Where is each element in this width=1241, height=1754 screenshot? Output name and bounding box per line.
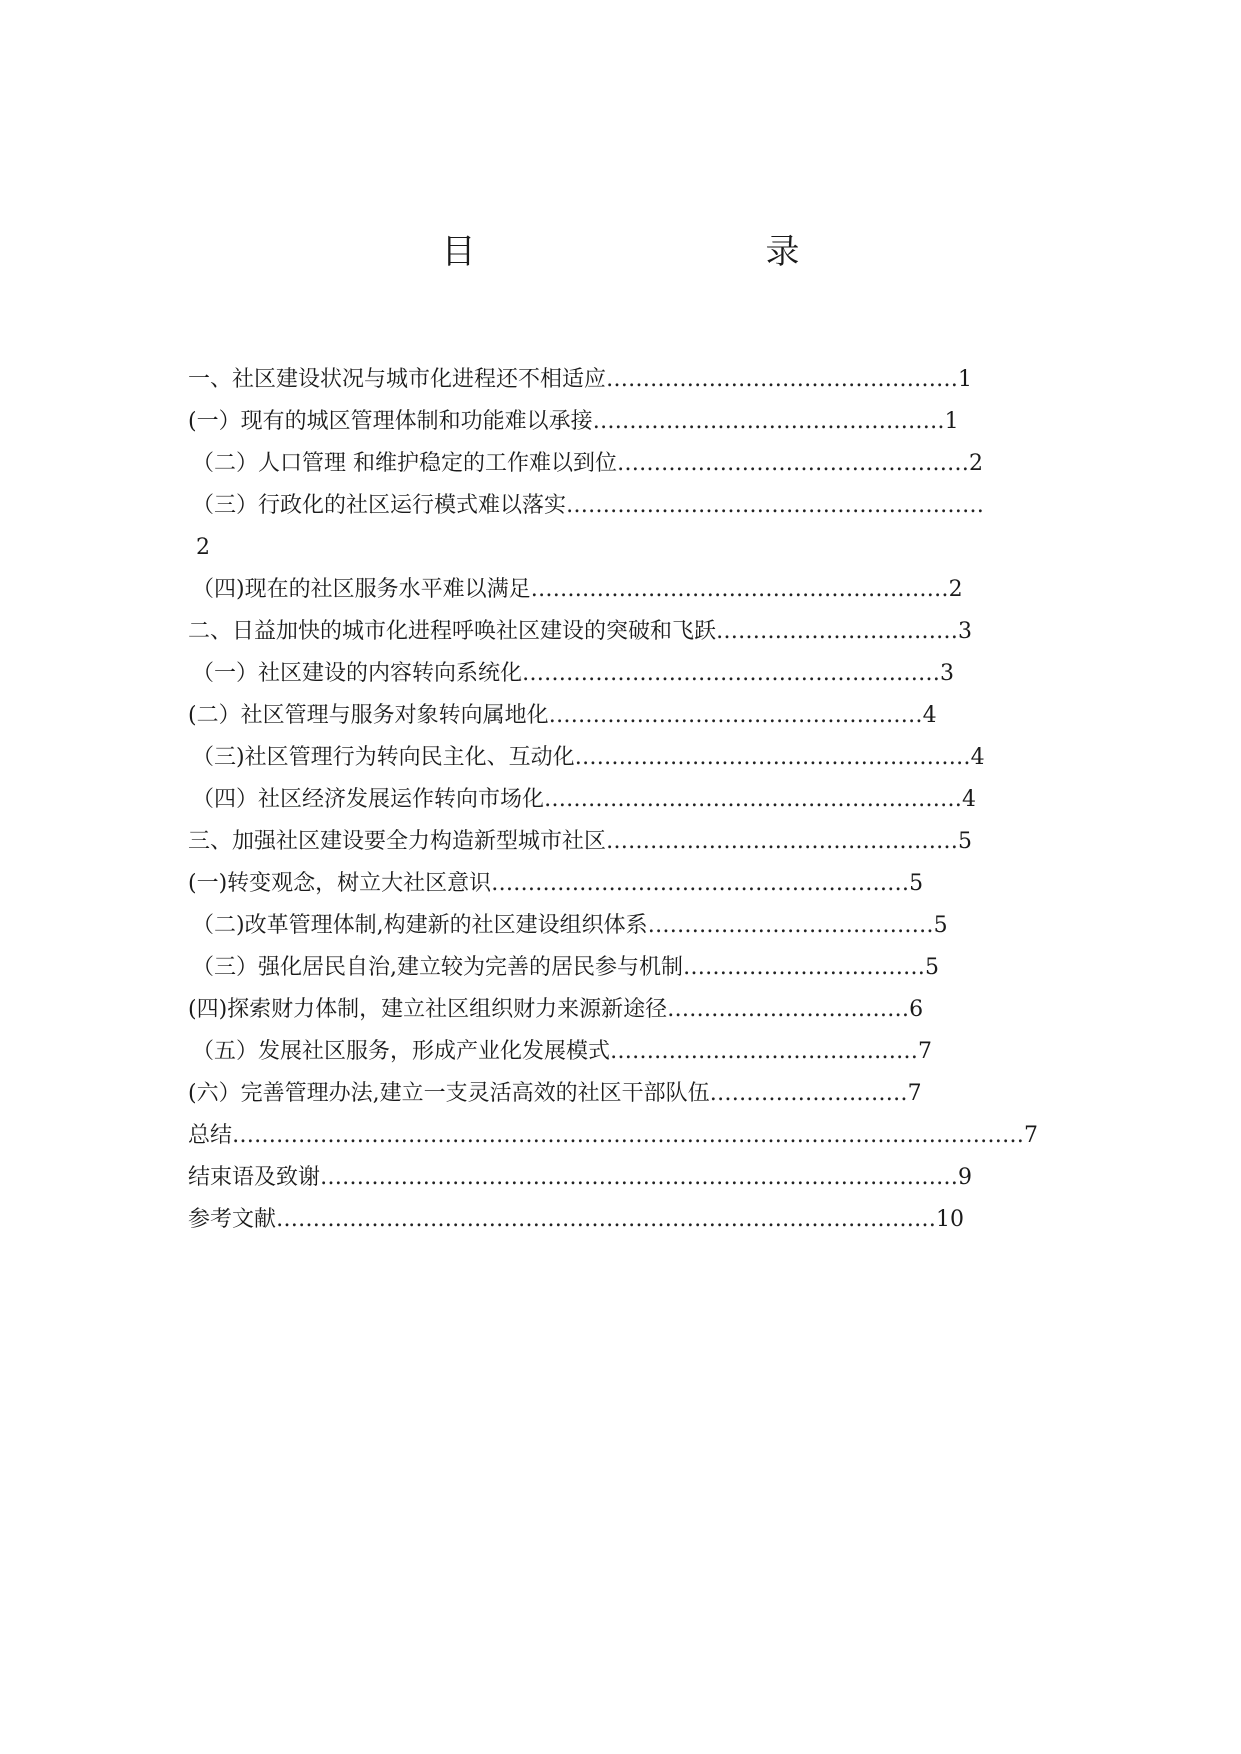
toc-entry-2[interactable] xyxy=(188,611,1052,653)
toc-entry-label: （四)现在的社区服务水平难以满足 xyxy=(192,577,531,602)
toc-entry-1-3-page[interactable] xyxy=(188,527,1052,569)
toc-page-number: 5 xyxy=(933,913,948,938)
toc-entry-label: （三）强化居民自治,建立较为完善的居民参与机制 xyxy=(192,955,683,980)
toc-page-number: 4 xyxy=(970,745,985,770)
toc-entry-label: (六）完善管理办法,建立一支灵活高效的社区干部队伍 xyxy=(188,1081,710,1106)
toc-leader-dots: ……………………… xyxy=(709,1081,908,1106)
toc-entry-label: （三)社区管理行为转向民主化、互动化 xyxy=(192,745,575,770)
toc-leader-dots: ………………………………………………… xyxy=(522,661,941,686)
toc-entry-label: 一、社区建设状况与城市化进程还不相适应 xyxy=(188,367,607,392)
toc-page-number: 7 xyxy=(1024,1123,1039,1148)
toc-page-number: 5 xyxy=(925,955,939,980)
toc-leader-dots: …………………………………………… xyxy=(548,703,923,728)
toc-entry-label: (一)转变观念，树立大社区意识 xyxy=(188,871,492,896)
toc-entry-label: （一）社区建设的内容转向系统化 xyxy=(192,661,523,686)
toc-entry-label: （二）人口管理 和维护稳定的工作难以到位 xyxy=(192,451,617,476)
toc-entry-label: (一）现有的城区管理体制和功能难以承接 xyxy=(188,409,593,434)
toc-page-number: 2 xyxy=(969,451,983,476)
toc-entry-2-3[interactable] xyxy=(188,737,1052,779)
toc-entry-1[interactable] xyxy=(188,359,1052,401)
toc-entry-1-4[interactable] xyxy=(188,569,1052,611)
toc-leader-dots: ………………………………………………… xyxy=(491,871,910,896)
toc-leader-dots: ………………………………………… xyxy=(592,409,945,434)
toc-leader-dots: ………………………………… xyxy=(647,913,934,938)
toc-entry-label: (二）社区管理与服务对象转向属地化 xyxy=(188,703,549,728)
toc-entry-label: 参考文献 xyxy=(188,1207,277,1232)
toc-leader-dots: …………………………………… xyxy=(610,1039,919,1064)
toc-entry-3-3[interactable] xyxy=(188,947,1052,989)
toc-entry-summary[interactable] xyxy=(188,1115,1052,1157)
toc-page-number: 9 xyxy=(958,1165,973,1190)
toc-entry-1-2[interactable] xyxy=(188,443,1052,485)
toc-page-number: 6 xyxy=(909,997,924,1022)
page-title: 目 录 xyxy=(441,232,874,272)
toc-entry-label: (四)探索财力体制，建立社区组织财力来源新途径 xyxy=(188,997,668,1022)
toc-entry-label: （三）行政化的社区运行模式难以落实 xyxy=(192,493,567,518)
toc-page-number: 1 xyxy=(958,367,973,392)
toc-leader-dots: ……………………………………………………………………………… xyxy=(276,1207,937,1232)
toc-leader-dots: …………………………… xyxy=(716,619,959,644)
toc-entry-label: （五）发展社区服务，形成产业化发展模式 xyxy=(192,1039,611,1064)
toc-entry-1-1[interactable] xyxy=(188,401,1052,443)
toc-leader-dots: ……………………………………………………………………………………………… xyxy=(232,1123,1025,1148)
toc-entry-label: 总结 xyxy=(188,1123,233,1148)
toc-leader-dots: ………………………………………… xyxy=(617,451,969,476)
toc-page-number: 5 xyxy=(909,871,924,896)
toc-entry-references[interactable] xyxy=(188,1199,1052,1241)
toc-page-number: 4 xyxy=(962,787,977,812)
toc-leader-dots: ………………………………………… xyxy=(606,829,959,854)
toc-entry-3-4[interactable] xyxy=(188,989,1052,1031)
toc-leader-dots: …………………………… xyxy=(667,997,910,1022)
toc-entry-label: （四）社区经济发展运作转向市场化 xyxy=(192,787,545,812)
toc-entry-1-3[interactable] xyxy=(188,485,1052,527)
toc-entry-3[interactable] xyxy=(188,821,1052,863)
table-of-contents xyxy=(188,359,1052,1241)
toc-leader-dots: ………………………………………………… xyxy=(544,787,963,812)
toc-page-number: 2 xyxy=(948,577,963,602)
toc-entry-2-2[interactable] xyxy=(188,695,1052,737)
toc-leader-dots: ……………………………………………… xyxy=(574,745,971,770)
toc-page-number: 5 xyxy=(958,829,973,854)
toc-entry-3-1[interactable] xyxy=(188,863,1052,905)
toc-entry-2-4[interactable] xyxy=(188,779,1052,821)
toc-page-number: 2 xyxy=(196,535,210,560)
toc-leader-dots: ………………………………………………… xyxy=(566,493,985,518)
toc-page-number: 4 xyxy=(922,703,937,728)
toc-page-number: 3 xyxy=(940,661,955,686)
toc-leader-dots: …………………………………………………………………………… xyxy=(320,1165,959,1190)
toc-entry-3-2[interactable] xyxy=(188,905,1052,947)
toc-entry-label: 三、加强社区建设要全力构造新型城市社区 xyxy=(188,829,607,854)
toc-page-number: 3 xyxy=(958,619,973,644)
toc-leader-dots: ………………………………………………… xyxy=(530,577,949,602)
toc-page-number: 1 xyxy=(944,409,959,434)
toc-leader-dots: ………………………………………… xyxy=(606,367,959,392)
toc-page-number: 7 xyxy=(907,1081,922,1106)
toc-entry-label: 结束语及致谢 xyxy=(188,1165,321,1190)
toc-entry-3-5[interactable] xyxy=(188,1031,1052,1073)
toc-leader-dots: …………………………… xyxy=(683,955,925,980)
toc-entry-2-1[interactable] xyxy=(188,653,1052,695)
toc-entry-conclusion[interactable] xyxy=(188,1157,1052,1199)
toc-page-number: 7 xyxy=(918,1039,933,1064)
toc-entry-label: 二、日益加快的城市化进程呼唤社区建设的突破和飞跃 xyxy=(188,619,717,644)
toc-page-number: 10 xyxy=(936,1207,965,1232)
toc-entry-label: （二)改革管理体制,构建新的社区建设组织体系 xyxy=(192,913,648,938)
toc-entry-3-6[interactable] xyxy=(188,1073,1052,1115)
